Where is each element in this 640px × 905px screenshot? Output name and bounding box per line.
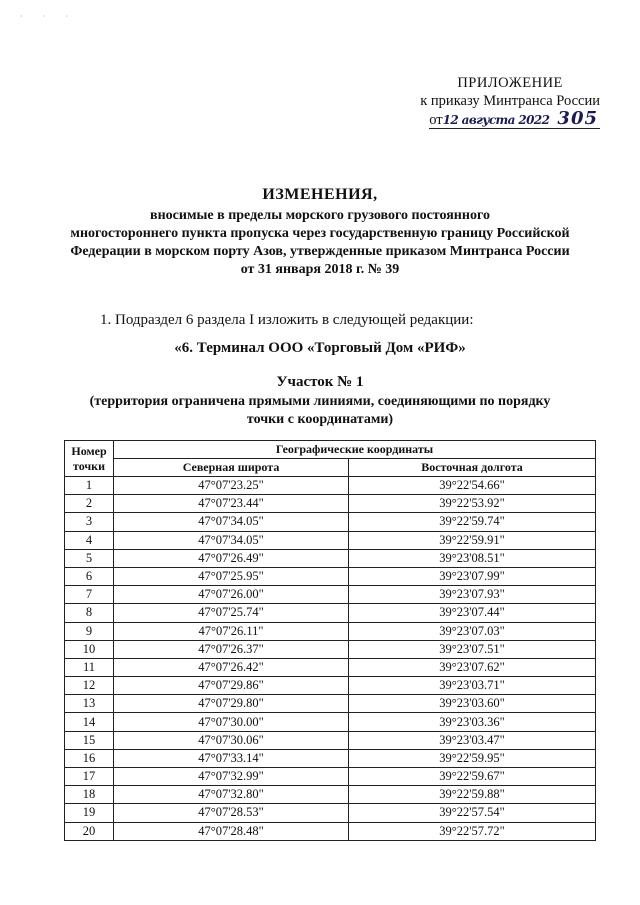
point-number-cell: 16 (65, 749, 114, 767)
longitude-cell: 39°22'59.67" (349, 768, 596, 786)
table-row (65, 513, 596, 531)
table-row (65, 713, 596, 731)
table-row (65, 549, 596, 567)
appendix-block (420, 74, 600, 129)
table-row (65, 567, 596, 585)
point-number-cell: 6 (65, 567, 114, 585)
latitude-cell: 47°07'30.00" (114, 713, 349, 731)
table-row (65, 622, 596, 640)
latitude-cell: 47°07'29.86" (114, 677, 349, 695)
document-heading (40, 186, 600, 279)
latitude-cell: 47°07'34.05" (114, 531, 349, 549)
table-row (65, 749, 596, 767)
longitude-cell: 39°22'59.95" (349, 749, 596, 767)
appendix-date-line (420, 110, 600, 129)
point-number-cell: 17 (65, 768, 114, 786)
handwritten-number: 305 (557, 108, 598, 129)
point-number-cell: 2 (65, 495, 114, 513)
longitude-cell: 39°23'07.62" (349, 658, 596, 676)
point-number-cell: 15 (65, 731, 114, 749)
table-row (65, 495, 596, 513)
longitude-cell: 39°22'54.66" (349, 477, 596, 495)
heading-subtitle-2: многостороннего пункта пропуска через государственную границу Российской (70, 226, 570, 241)
section-title: Участок № 1 (276, 374, 364, 390)
latitude-cell: 47°07'34.05" (114, 513, 349, 531)
latitude-cell: 47°07'28.48" (114, 822, 349, 840)
latitude-cell: 47°07'23.44" (114, 495, 349, 513)
table-row (65, 731, 596, 749)
table-body (65, 477, 596, 841)
heading-title: ИЗМЕНЕНИЯ, (262, 186, 378, 203)
header-latitude: Северная широта (114, 459, 349, 477)
longitude-cell: 39°22'59.74" (349, 513, 596, 531)
section-desc-1: (территория ограничена прямыми линиями, соединяющими по порядку (89, 394, 551, 409)
longitude-cell: 39°23'03.47" (349, 731, 596, 749)
latitude-cell: 47°07'32.99" (114, 768, 349, 786)
longitude-cell: 39°23'07.51" (349, 640, 596, 658)
longitude-cell: 39°22'59.91" (349, 531, 596, 549)
latitude-cell: 47°07'25.95" (114, 567, 349, 585)
section-desc-2: точки с координатами) (246, 412, 394, 427)
appendix-title: ПРИЛОЖЕНИЕ (457, 75, 563, 91)
header-geo-coordinates: Географические координаты (114, 441, 596, 459)
latitude-cell: 47°07'26.37" (114, 640, 349, 658)
longitude-cell: 39°23'07.03" (349, 622, 596, 640)
date-underline (429, 108, 600, 129)
paragraph-1: 1. Подраздел 6 раздела I изложить в следующей редакции: (100, 312, 474, 328)
table-row (65, 586, 596, 604)
longitude-cell: 39°22'59.88" (349, 786, 596, 804)
point-number-cell: 1 (65, 477, 114, 495)
scan-specks: · · · (20, 12, 77, 21)
latitude-cell: 47°07'30.06" (114, 731, 349, 749)
table-row (65, 640, 596, 658)
heading-subtitle-1: вносимые в пределы морского грузового постоянного (150, 208, 490, 223)
date-prefix: от (429, 112, 443, 128)
table-row (65, 531, 596, 549)
table-row (65, 768, 596, 786)
table-subheader-row (65, 459, 596, 477)
point-number-cell: 12 (65, 677, 114, 695)
point-number-cell: 14 (65, 713, 114, 731)
table-row (65, 604, 596, 622)
point-number-cell: 10 (65, 640, 114, 658)
latitude-cell: 47°07'33.14" (114, 749, 349, 767)
point-number-cell: 9 (65, 622, 114, 640)
coordinates-table (64, 440, 596, 841)
longitude-cell: 39°23'03.71" (349, 677, 596, 695)
latitude-cell: 47°07'29.80" (114, 695, 349, 713)
table-row (65, 695, 596, 713)
latitude-cell: 47°07'23.25" (114, 477, 349, 495)
latitude-cell: 47°07'26.49" (114, 549, 349, 567)
latitude-cell: 47°07'26.42" (114, 658, 349, 676)
longitude-cell: 39°22'57.54" (349, 804, 596, 822)
point-number-cell: 4 (65, 531, 114, 549)
latitude-cell: 47°07'26.00" (114, 586, 349, 604)
longitude-cell: 39°22'57.72" (349, 822, 596, 840)
section-heading (40, 374, 600, 429)
longitude-cell: 39°23'08.51" (349, 549, 596, 567)
point-number-cell: 5 (65, 549, 114, 567)
longitude-cell: 39°23'07.99" (349, 567, 596, 585)
point-number-cell: 8 (65, 604, 114, 622)
point-number-cell: 20 (65, 822, 114, 840)
table-header-row (65, 441, 596, 459)
point-number-cell: 3 (65, 513, 114, 531)
heading-subtitle-3: Федерации в морском порту Азов, утвержденные приказом Минтранса России (70, 244, 570, 259)
latitude-cell: 47°07'32.80" (114, 786, 349, 804)
longitude-cell: 39°22'53.92" (349, 495, 596, 513)
latitude-cell: 47°07'28.53" (114, 804, 349, 822)
point-number-cell: 18 (65, 786, 114, 804)
point-number-cell: 11 (65, 658, 114, 676)
point-number-cell: 13 (65, 695, 114, 713)
longitude-cell: 39°23'07.93" (349, 586, 596, 604)
point-number-cell: 7 (65, 586, 114, 604)
header-number-line2: точки (72, 458, 106, 473)
appendix-reference: к приказу Минтранса России (420, 93, 600, 109)
heading-subtitle-4: от 31 января 2018 г. № 39 (240, 262, 400, 277)
terminal-title: «6. Терминал ООО «Торговый Дом «РИФ» (174, 340, 466, 356)
table-row (65, 804, 596, 822)
longitude-cell: 39°23'03.36" (349, 713, 596, 731)
longitude-cell: 39°23'03.60" (349, 695, 596, 713)
longitude-cell: 39°23'07.44" (349, 604, 596, 622)
table-row (65, 822, 596, 840)
latitude-cell: 47°07'26.11" (114, 622, 349, 640)
header-longitude: Восточная долгота (349, 459, 596, 477)
point-number-cell: 19 (65, 804, 114, 822)
handwritten-date: 12 августа 2022 (442, 113, 550, 127)
table-row (65, 477, 596, 495)
latitude-cell: 47°07'25.74" (114, 604, 349, 622)
table-row (65, 677, 596, 695)
header-point-number (65, 441, 114, 477)
header-number-line1: Номер (71, 443, 107, 458)
table-row (65, 786, 596, 804)
table-row (65, 658, 596, 676)
